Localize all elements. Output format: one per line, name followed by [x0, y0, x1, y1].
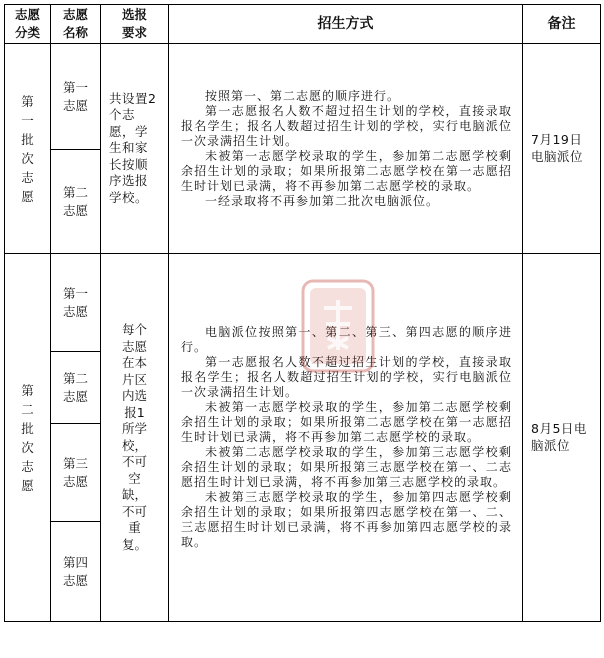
batch1-requirement-cell: [101, 44, 169, 254]
batch2-requirement-cell: [101, 254, 169, 622]
header-category: 志愿分类: [5, 5, 51, 44]
batch2-method-p1: 电脑派位按照第一、第二、第三、第四志愿的顺序进行。: [181, 325, 512, 354]
batch1-method-cell: [169, 44, 523, 254]
batch2-choice4: 第四志愿: [62, 554, 88, 588]
header-note: 备注: [523, 5, 601, 44]
batch2-choice2-cell: [51, 352, 101, 424]
batch2-choice3: 第三志愿: [62, 455, 88, 489]
batch2-method-p2: 第一志愿报名人数不超过招生计划的学校，直接录取报名学生；报名人数超过招生计划的学校，实行电脑派位一次录满招生计划。: [181, 355, 512, 399]
batch2-choice3-cell: [51, 424, 101, 522]
batch1-row-1: [5, 44, 601, 150]
batch1-method-p1: 按照第一、第二志愿的顺序进行。: [205, 88, 401, 103]
batch2-row-1: [5, 254, 601, 352]
batch2-category-cell: [5, 254, 51, 622]
batch1-category-cell: [5, 44, 51, 254]
batch2-category: 第二批次志愿: [21, 382, 34, 493]
batch1-category: 第一批次志愿: [21, 93, 34, 204]
batch2-choice1-cell: [51, 254, 101, 352]
batch2-note: 8月5日电脑派位: [531, 421, 587, 453]
batch1-note-cell: [523, 44, 601, 254]
batch1-choice1: 第一志愿: [62, 79, 88, 113]
batch1-choice2: 第二志愿: [62, 184, 88, 218]
batch2-method: [169, 325, 522, 550]
batch2-method-p4: 未被第二志愿学校录取的学生，参加第三志愿学校剩余招生计划的录取；如果所报第三志愿学校在第一、二志愿招生时计划已录满，将不再参加第三志愿学校的录取。: [181, 445, 512, 489]
batch1-method-p4: 一经录取将不再参加第二批次电脑派位。: [205, 193, 440, 208]
batch1-method: [169, 89, 522, 209]
batch2-note-cell: [523, 254, 601, 622]
batch2-method-cell: [169, 254, 523, 622]
batch1-method-p2: 第一志愿报名人数不超过招生计划的学校，直接录取报名学生；报名人数超过招生计划的学校，实行电脑派位一次录满招生计划。: [181, 103, 512, 148]
batch2-choice4-cell: [51, 522, 101, 622]
batch2-choice2: 第二志愿: [62, 370, 88, 404]
batch2-requirement: 每个志愿在本片区内选报1所学校，不可空缺，不可重复。: [121, 322, 147, 552]
batch1-note: 7月19日电脑派位: [531, 132, 584, 164]
batch1-requirement: 共设置2个志愿，学生和家长按顺序选报学校。: [109, 90, 157, 205]
admission-volunteer-table: [4, 4, 601, 622]
header-row: [5, 5, 601, 44]
batch2-method-p5: 未被第三志愿学校录取的学生，参加第四志愿学校剩余招生计划的录取；如果所报第四志愿学校在第一、二、三志愿招生时计划已录满，将不再参加第四志愿学校的录取。: [181, 490, 512, 549]
header-requirement: 选报要求: [101, 5, 169, 44]
batch2-choice1: 第一志愿: [62, 285, 88, 319]
header-method: 招生方式: [169, 5, 523, 44]
batch2-method-p3: 未被第一志愿学校录取的学生，参加第二志愿学校剩余招生计划的录取；如果所报第二志愿学校在第一志愿招生时计划已录满，将不再参加第二志愿学校的录取。: [181, 400, 512, 444]
batch1-choice2-cell: [51, 150, 101, 254]
header-name: 志愿名称: [51, 5, 101, 44]
batch1-method-p3: 未被第一志愿学校录取的学生，参加第二志愿学校剩余招生计划的录取；如果所报第二志愿学校在第一志愿招生时计划已录满，将不再参加第二志愿学校的录取。: [181, 148, 512, 193]
batch1-choice1-cell: [51, 44, 101, 150]
